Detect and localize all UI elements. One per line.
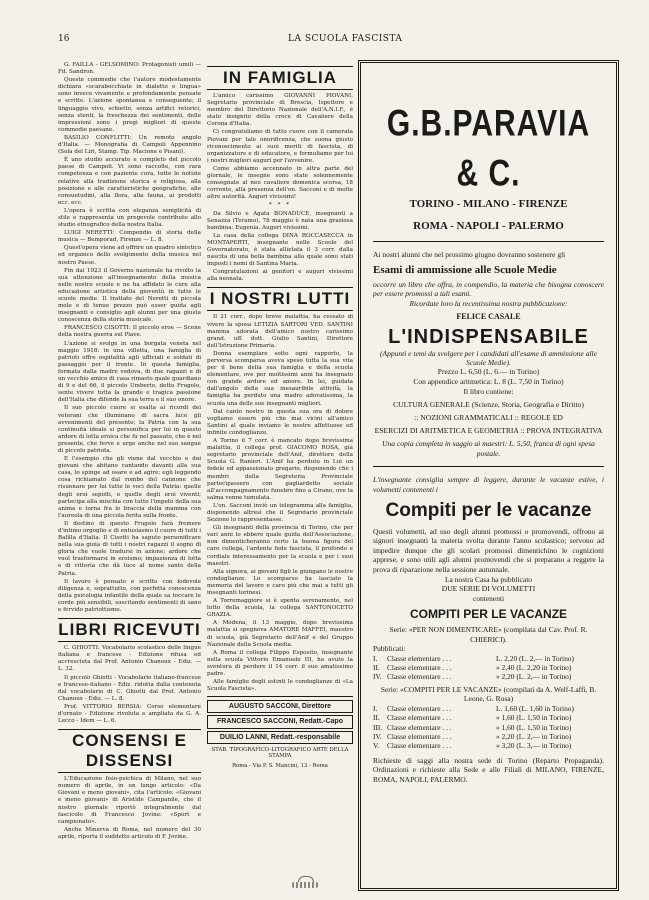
- ad-intro-2: occorre un libro che offra, in compendio, la materia che bisogna conoscere per essere promossi a tali esami.: [373, 279, 604, 299]
- price-num: II.: [373, 713, 380, 723]
- price-row: [373, 741, 604, 750]
- price-value: L. 2,20 (L. 2,— in Torino): [496, 653, 574, 663]
- newspaper-title: LA SCUOLA FASCISTA: [288, 34, 403, 44]
- price-row: [373, 732, 604, 741]
- compiti-title: Compiti per le vacanze: [385, 499, 592, 521]
- lutti-paragraph: A Roma il collega Filippo Esposito, insegnante nella scuola Vittorio Emanuele III, ha avuto la sventura di perdere il 14 corr. il suo amatissimo padre.: [207, 649, 353, 678]
- lutti-paragraph: Alla signora, ai giovani figli le giungano le nostre condoglianze. Lo scomparso ha lasciato la memoria del lavoro e caro più che mai a tutti gli insegnanti torinesi.: [207, 568, 353, 596]
- price-label: Classe elementare . . .: [387, 713, 452, 723]
- famiglia-paragraph: L'amico carissimo GIOVANNI PIOVANI, Segretario provinciale di Brescia, Ispettore e membro del Direttorio Nazionale dell'A.N.I.F., è stato insignito della croce di Cavaliere della Corona d'Italia.: [207, 93, 353, 128]
- compiti-caps: COMPITI PER LE VACANZE: [409, 607, 568, 622]
- price-row: [373, 723, 604, 732]
- article-paragraph: G. FAILLA - GELSOMINO: Protagonisti umili — Fd. Sandron.: [58, 62, 201, 76]
- article-paragraph: LUIGI NERETTI: Compendio di storia della musica — Bemporad, Firenze — L. 8.: [58, 230, 201, 244]
- article-paragraph: Queste commedie che l'autore modestamente dichiara «scarabocchiate in dialetto e lingua» sono invece vivamente e profondamente pensate e scritte. L'azione spontanea e conseguente; il linguaggio vivo, schietto, senza artifici retorici, senza stenti, la freschezza dei sentimenti, delle impressioni sono i pregi migliori di queste commedie paesane.: [58, 77, 201, 133]
- price-label: Classe elementare . . .: [387, 672, 452, 682]
- book-subtitle: (Appunti e temi da svolgere per i candidati all'esame di ammissione alle Scuole Medie).: [380, 349, 597, 368]
- article-paragraph: Quest'opera viene ad offrire un quadro sintetico ed organico dello svolgimento della musica nel nostro Paese.: [58, 245, 201, 266]
- book-title: L'INDISPENSABILE: [388, 326, 589, 349]
- article-paragraph: Il suo piccolo cuore si esalta ai ricordi dei veterani che illuminano di sacra luce gli avvenimenti del presente; la Patria con la sua continuità ideale si personifica per lui in questo ardore di lotta eroica che fu nel passato, che è nel presente, che ferve e urge anche nel suo sangue di piccolo patriota.: [58, 405, 201, 454]
- paravia-advertisement: [358, 60, 619, 891]
- price-label: Classe elementare . . .: [387, 722, 452, 732]
- lutti-paragraph: A Torremaggiore si è spenta serenamente, nel lutto della scuola, la collega SANTONOCETO GRAZIA.: [207, 598, 353, 619]
- consensi-heading: CONSENSI E DISSENSI: [58, 729, 201, 773]
- price-row: [373, 672, 604, 681]
- book-price: Prezzo L. 6,50 (L. 6.— in Torino): [437, 367, 540, 377]
- libri-ricevuti-heading: LIBRI RICEVUTI: [58, 618, 201, 642]
- series-intro: DUE SERIE DI VOLUMETTI: [441, 584, 536, 594]
- famiglia-paragraph: Come abbiamo accennato in altra parte del giornale, le insegne sono state solennemente consegnate al neo cavaliere domenica scorsa, 18 corrente, alla presenza dell'on. Sacconi e di molte altre autorità. Auguri vivissimi!: [207, 165, 353, 201]
- price-row: [373, 704, 604, 713]
- price-value: L. 1,60 (L. 1,60 in Torino): [496, 703, 574, 713]
- exam-title: Esami di ammissione alle Scuole Medie: [373, 263, 557, 276]
- lutti-paragraph: L'on. Sacconi inviò un telegramma alla famiglia, disponendo altresì che il Segretario provinciale Sezione lo rappresentasse.: [207, 502, 353, 524]
- price-label: Classe elementare . . .: [387, 703, 452, 713]
- price-num: V.: [373, 741, 380, 751]
- price-label: Classe elementare . . .: [387, 653, 452, 663]
- book-author: FELICE CASALE: [456, 312, 521, 322]
- compiti-text: Questi volumetti, ad uso degli alunni promossi o promovendi, offrono ai signori insegnanti la materia svolta durante l'anno scolastico; servono ad impedire dunque che gli scolari promossi dimentichino le cognizioni apprese, e sono utili agli alunni promovendi che si preparano a reggere la prova di riparazione nella sessione autunnale.: [373, 526, 604, 574]
- book-price-appendix: Con appendice aritmetica: L. 8 (L. 7,50 in Torino): [413, 377, 564, 387]
- contents-3: ESERCIZI DI ARITMETICA E GEOMETRIA :: PROVA INTEGRATIVA: [374, 426, 603, 436]
- book-entry: Il piccolo Ghiotti - Vocabolario italiano-francese e francese-italiano - Ediz. ridotta dalla contenuta dal vocabolario di C. Ghiotti dal Prof. Antonio Chanoux - Ediz. — L. 8.: [58, 674, 201, 702]
- lutti-paragraph: Gli insegnanti della provincia di Torino, che per vari anni lo ebbero quale guida dell'Associazione, non dimenticheranno certo la buona figura del caro collega, l'ardente fede fascista, il profondo e cordiale interessamento per la scuola e per i suoi maestri.: [207, 525, 353, 567]
- ad-footer: Richieste di saggi alla nostra sede di Torino (Reparto Propaganda). Ordinazioni e richieste alla Sede e alle Filiali di MILANO, FIRENZE, ROMA, NAPOLI, PALERMO.: [373, 755, 604, 784]
- page-number: 16: [58, 34, 70, 44]
- ad-intro: Ai nostri alunni che nel prossimo giugno dovranno sostenere gli: [373, 250, 566, 259]
- page-header: [58, 34, 609, 48]
- teacher-intro: L'insegnante consiglia sempre di leggere, durante le vacanze estive, i volumetti contenenti i: [373, 475, 604, 494]
- price-label: Classe elementare . . .: [387, 732, 452, 742]
- contents-2: :: NOZIONI GRAMMATICALI :: REGOLE ED: [414, 413, 563, 423]
- lutti-paragraph: A Torino il 7 corr. è mancato dopo brevissima malattia, il collega prof. GIACOMO ROSA, già segretario provinciale dell'Anif, direttore della Scuola G. Ranieri. L'Anif ha perduto in Lui un fedele ed appassionato gregario, disponendo che i membri della Segreteria Provinciale partecipassero con gagliardetto sociale all'accompagnamento funebre fino a Cirano, ove la salma venne tumulata.: [207, 438, 353, 501]
- article-paragraph: È uno studio accurato e completo del piccolo paese di Campoli. Vi sono raccolte, con rara competenza e con paziente cura, tutte le notizie relative alla tradizione storica e religiosa, alla posizione e alle caratteristiche geografiche, alle consuetudini, alla flora, alla fauna, ai prodotti ecc. ecc.: [58, 157, 201, 206]
- cities-line-1: TORINO - MILANO - FIRENZE: [409, 198, 568, 210]
- price-num: II.: [373, 663, 380, 673]
- book-entry: Prof. VITTORIO BERSIA: Corso elementare d'ornato - Edizione rivoluta e ampliata da G. A. Lecco - Idem — L. 6.: [58, 703, 201, 725]
- paravia-logo: G.B.PARAVIA & C.: [386, 102, 591, 194]
- nostri-lutti-heading: I NOSTRI LUTTI: [207, 287, 353, 311]
- ad-recall: Ricordate loro la recentissima nostra pubblicazione:: [409, 298, 568, 308]
- price-num: IV.: [373, 672, 382, 682]
- price-label: Classe elementare . . .: [387, 741, 452, 751]
- price-value: » 1,60 (L. 1,50 in Torino): [496, 713, 572, 723]
- contenenti: contenenti: [472, 593, 505, 603]
- article-paragraph: E l'esempio che gli viene dal vecchio e dai giovani che abitano cantando davanti alla sua casa, lo spinge ad osare e ad agire: egli leggendo cosa richiamato dal rombo del cannone che risuonare per lui tutte le voci della Patria: quelle degli eroi sepolti, e quelle degli eroi viventi; partecipa alla mischia con tutto l'impeto della sua anima e torna fra le braccia della mamma con l'aureola di una piccola ferita sulla fronte.: [58, 456, 201, 519]
- lutti-paragraph: Alle famiglie degli estinti le condoglianze di «La Scuola Fascista».: [207, 679, 353, 693]
- clip-icon: [292, 876, 318, 890]
- price-label: Classe elementare . . .: [387, 663, 452, 673]
- article-paragraph: Fin dal 1923 il Governo nazionale ha rivolto la sua attenzione all'insegnamento della musica nelle nostre scuole e ne ha affidato le cure alla educazione artistica della gioventù in tutte le scuole medie. Il trattato del Neretti di piccola mole e di tenue prezzo può esser guida agli insegnanti e consiglio agli alunni per una giusta conoscenza della storia musicale.: [58, 267, 201, 324]
- price-value: » 3,20 (L. 3,— in Torino): [496, 741, 572, 751]
- price-num: I.: [373, 703, 378, 713]
- contents-label: Il libro contiene:: [463, 387, 514, 397]
- article-paragraph: L'azione si svolge in una borgata veneta nel maggio 1918: in una villetta, una famiglia di patrioti offre ospitalità agli ufficiali e soldati di passaggio per il fronte. In questa famiglia, formata dalla madre vedova, di due ragazzi e di un vecchio amico di casa rimasto quale guardiano di 9 e del 66, il piccolo Umberto, detto Frugolo, sente vivere tutta la grande e tragica passione dell'Italia che difende la sua terra e il suo onore.: [58, 340, 201, 404]
- contents-1: CULTURA GENERALE (Scienze, Storia, Geografia e Diritto): [393, 400, 584, 410]
- separator: * * *: [269, 202, 291, 209]
- famiglia-paragraph: Ci congratuliamo di tutto cuore con il camerata Piovani per tale onorificenza, che suona giusto riconoscimento ai suoi meriti di fascista, di organizzatore e di educatore, e formuliamo per lui i nostri migliori auguri per l'avvenire.: [207, 129, 353, 164]
- price-value: » 2,40 (L. 2,20 in Torino): [496, 663, 572, 673]
- book-entry: C. GHIOTTI: Vocabolario scolastico delle lingue italiana e francese - Edizione rifusa ed accresciuta dal Prof. Antonio Chanoux - Ediz. — L. 32.: [58, 645, 201, 673]
- masthead-responsible: DUILIO LANNI, Redatt.-responsabile: [207, 731, 353, 744]
- price-num: IV.: [373, 732, 382, 742]
- price-num: III.: [373, 722, 383, 732]
- lutti-paragraph: A Modena, il 13 maggio, dopo brevissima malattia si spegneva AMATORE MAFFEI, maestro di scuola, già Segretario dell'Anif e del Gruppo Nazionale della Scuola media.: [207, 620, 353, 648]
- price-row: [373, 663, 604, 672]
- article-paragraph: Il lavoro è pensato e scritto con lodevole diligenza e, soprattutto, con perfetta conoscenza della psicologia infantile della quale sa toccare le corde più sensibili, suscitando sentimenti di sano e fervido patriottismo.: [58, 578, 201, 614]
- price-value: » 2,20 (L. 2,— in Torino): [496, 732, 572, 742]
- consensi-paragraph: L'Educazione fisio-psichica di Milano, nel suo numero di aprile, in un lungo articolo: «Da Giovani e meno giovani», cita l'articolo: «Giovani e meno giovani» di Aristide Campanile, che il nostro giornale riportò integralmente dal fascicolo di Francesco Jovine: «Sport e campionato».: [58, 776, 201, 825]
- price-value: » 1,60 (L. 1,50 in Torino): [496, 722, 572, 732]
- famiglia-paragraph: Da Silvio e Agata BONADUCE, insegnanti a Senazza (Teramo), 78 maggio è nata una graziosa bambina: Eugenia. Auguri vivissimi.: [207, 210, 353, 231]
- lutti-paragraph: Dal canto nostro in questa sua ora di dolore vogliamo essere più che mai vicini all'amico Santini al quale inviamo le nostre affettuose ed infinite condoglianze.: [207, 408, 353, 436]
- article-paragraph: FRANCESCO CISOTTI: Il piccolo eroe — Scene della nostra guerra sul Piave.: [58, 325, 201, 339]
- famiglia-paragraph: La casa della collega DINA ROCCASECCA in MONTAPERTI, insegnante nelle Scuole del Governatorato, è stata allietata il 3 corr. dalla nascita di una bella bambina alla quale sono stati imposti i nomi di Santina Maria.: [207, 232, 353, 268]
- printer-address: Roma - Via P. S. Mancini, 13 - Roma: [232, 762, 328, 769]
- masthead-director: AUGUSTO SACCONI, Direttore: [207, 700, 353, 713]
- serie-2: Serie: «COMPITI PER LE VACANZE» (compilati da A. Welf-Laffi, B. Leone, G. Rosa): [380, 684, 597, 704]
- column-left: [58, 62, 201, 898]
- price-row: [373, 654, 604, 663]
- masthead-editor-chief: FRANCESCO SACCONI, Redatt.-Capo: [207, 715, 353, 728]
- consensi-paragraph: Anche Minerva di Roma, nel numero del 30 aprile, riporta il suddetto articolo di F. Jovine.: [58, 826, 201, 840]
- serie-1: Serie: «PER NON DIMENTICARE» (compilata dal Cav. Prof. R. CHIERICI).: [389, 625, 588, 644]
- printer-name: STAB. TIPOGRAFICO-LITOGRAFICO ARTE DELLA STAMPA: [211, 746, 349, 760]
- price-row: [373, 713, 604, 722]
- house-published: La nostra Casa ha pubblicato: [444, 574, 533, 584]
- famiglia-paragraph: Congratulazioni ai genitori e auguri vivissimi alla neonata.: [207, 269, 353, 283]
- cities-line-2: ROMA - NAPOLI - PALERMO: [413, 220, 564, 232]
- article-paragraph: Il destino di questo Frugolo farà fremere d'intimo orgoglio e di entusiasmo il cuore di tutti i Balilla d'Italia. Il Cisotti ha saputo personificare nella sua gioia di tutti i nostri ragazzi il sogno di gloria che vuole tradursi in azione; ardore che vuol trasformarsi in eroismo; impazienza di lotta e di vittoria che dà luce al nome santo della Patria.: [58, 520, 201, 577]
- sample-offer: Una copia completa in saggio ai maestri: L. 5,50, franca di ogni spesa postale.: [382, 439, 595, 458]
- column-middle: [207, 62, 353, 874]
- lutti-paragraph: Il 21 corr., dopo breve malattia, ha cessato di vivere la sposa LETIZIA SARTORI VED. SANTINI mamma adorata dell'amico nostro carissimo grand. uff. dott. Giulio Santini, Direttore dell'Istruzione Primaria.: [207, 314, 353, 349]
- lutti-paragraph: Donna esemplare sotto ogni rapporto, la perversa scomparsa aveva speso tutta la sua vita per il bene della sua famiglia e della scuola elementare, ove per moltissimi anni ha insegnato con grande ardore ed amore. In lei, guidata dall'angolo della sua inesauribile attività, la famiglia ha perduto una madre adoratissima, la scuola una delle sue insegnanti migliori.: [207, 350, 353, 407]
- price-num: I.: [373, 653, 378, 663]
- in-famiglia-heading: IN FAMIGLIA: [207, 66, 353, 90]
- article-paragraph: L'opera è scritta con eleganza semplicità di stile e rappresenta un pregevole contributo allo studio etnografico della nostra Italia.: [58, 207, 201, 229]
- article-paragraph: BASILIO CONFLITTI: Un remoto angolo d'Italia. — Monografia di Campoli Appennino (Sola del Liri, Stamp. Tip. Macione e Pisani).: [58, 134, 201, 156]
- published-label: Pubblicati:: [373, 644, 406, 654]
- price-value: » 2,20 (L. 2,— in Torino): [496, 672, 572, 682]
